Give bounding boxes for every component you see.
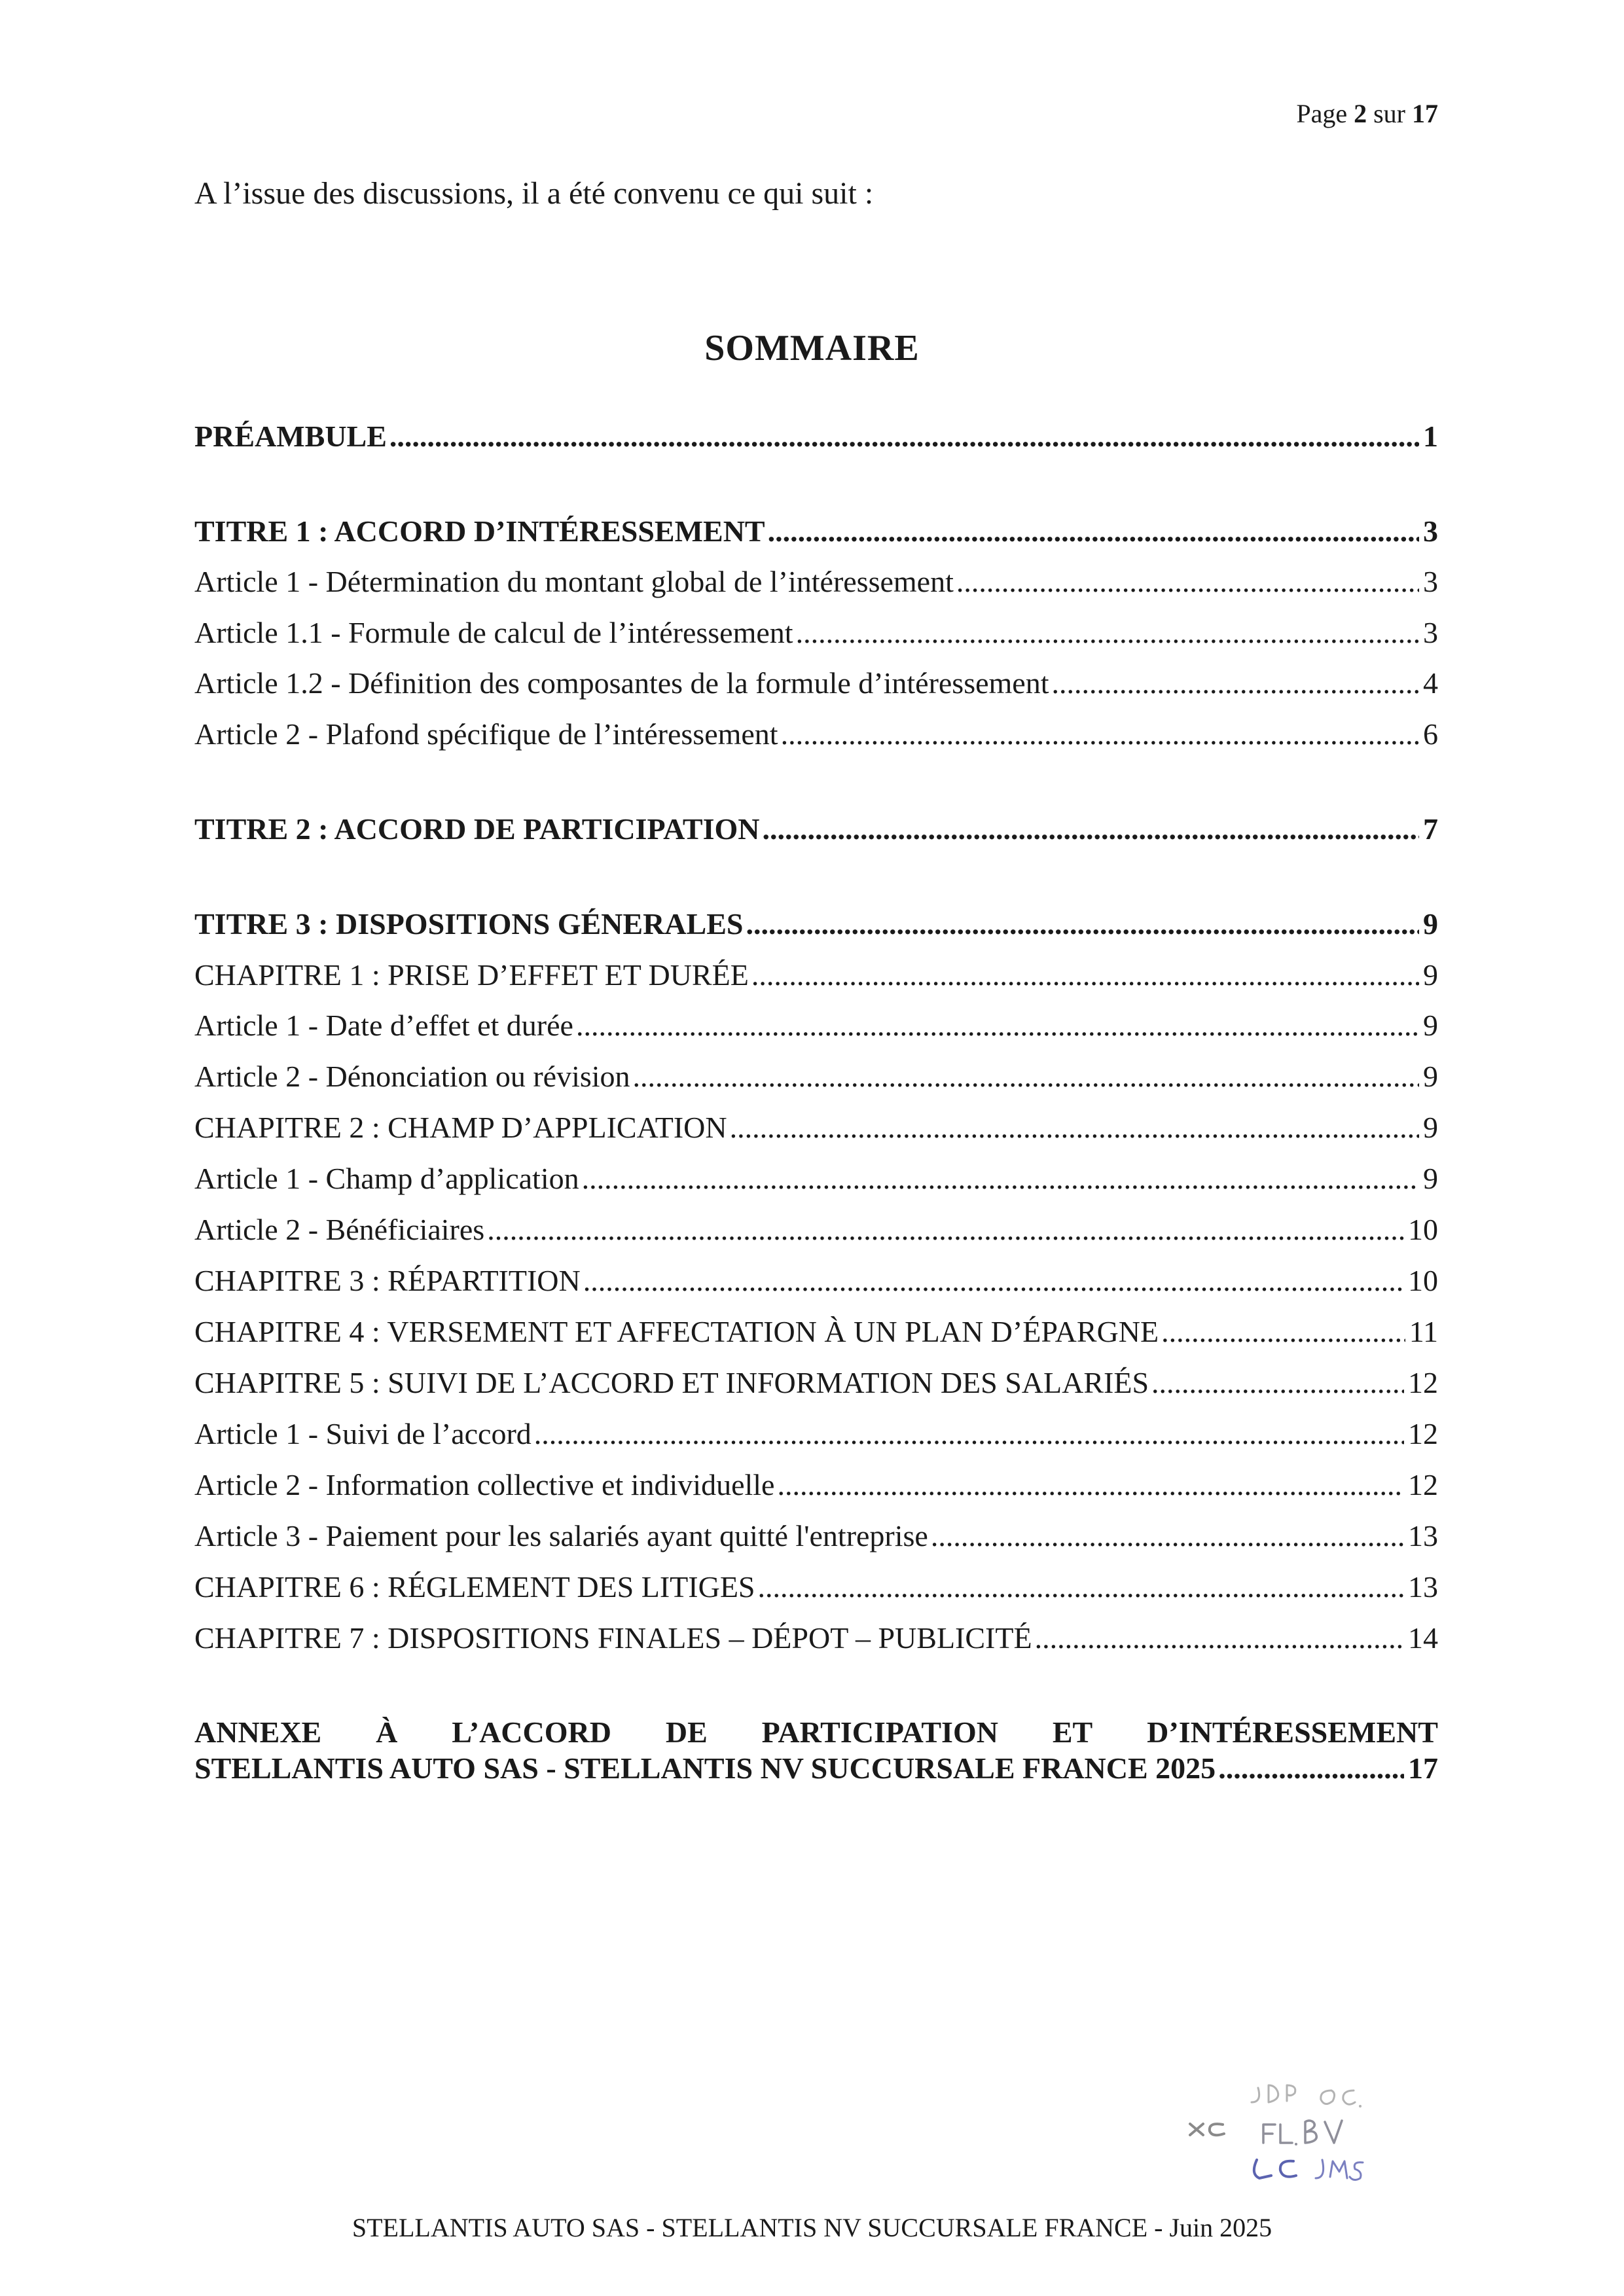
dot-leader bbox=[768, 514, 1419, 548]
toc-entry[interactable] bbox=[194, 958, 1438, 1003]
toc-entry[interactable] bbox=[194, 615, 1438, 661]
dot-leader bbox=[1161, 1314, 1405, 1349]
annex-title-text: STELLANTIS AUTO SAS - STELLANTIS NV SUCCURSALE FRANCE 2025 bbox=[194, 1751, 1216, 1785]
toc-entry-page: 9 bbox=[1423, 1060, 1438, 1093]
toc-entry-label: Article 3 - Paiement pour les salariés ayant quitté l'entreprise bbox=[194, 1519, 928, 1552]
toc-entry[interactable] bbox=[194, 717, 1438, 762]
toc-annex-entry[interactable] bbox=[194, 1715, 1438, 1785]
toc-entry-page: 4 bbox=[1423, 666, 1438, 700]
dot-leader bbox=[576, 1008, 1419, 1043]
annex-title-word: D’INTÉRESSEMENT bbox=[1147, 1715, 1438, 1749]
toc-entry[interactable] bbox=[194, 1518, 1438, 1564]
toc-entry-page: 12 bbox=[1408, 1468, 1438, 1501]
dot-leader bbox=[763, 812, 1419, 846]
dot-leader bbox=[746, 906, 1419, 941]
dot-leader bbox=[781, 717, 1419, 751]
intro-text: A l’issue des discussions, il a été convenu ce qui suit : bbox=[194, 176, 874, 211]
toc-entry-page: 10 bbox=[1408, 1264, 1438, 1297]
dot-leader bbox=[1151, 1365, 1404, 1400]
toc-entry[interactable] bbox=[194, 812, 1438, 857]
toc-entry[interactable] bbox=[194, 1621, 1438, 1666]
annex-title-word: PARTICIPATION bbox=[761, 1715, 998, 1749]
dot-leader bbox=[633, 1059, 1419, 1094]
dot-leader bbox=[730, 1110, 1419, 1145]
dot-leader bbox=[1035, 1621, 1404, 1655]
toc-entry[interactable] bbox=[194, 1161, 1438, 1207]
toc-entry-label: Article 2 - Dénonciation ou révision bbox=[194, 1060, 630, 1093]
toc-entry[interactable] bbox=[194, 1212, 1438, 1258]
toc-entry[interactable] bbox=[194, 1110, 1438, 1156]
annex-title-line2 bbox=[194, 1751, 1438, 1785]
toc-entry[interactable] bbox=[194, 514, 1438, 560]
dot-leader bbox=[1218, 1751, 1404, 1785]
toc-entry-label: TITRE 3 : DISPOSITIONS GÉNERALES bbox=[194, 907, 744, 941]
toc-entry-page: 14 bbox=[1408, 1621, 1438, 1655]
toc-entry-page: 6 bbox=[1423, 717, 1438, 751]
toc-entry-label: Article 1 - Détermination du montant global de l’intéressement bbox=[194, 565, 954, 598]
page-footer: STELLANTIS AUTO SAS - STELLANTIS NV SUCCURSALE FRANCE - Juin 2025 bbox=[352, 2213, 1272, 2242]
toc-entry[interactable] bbox=[194, 1570, 1438, 1615]
toc-entry[interactable] bbox=[194, 419, 1438, 465]
toc-entry-label: TITRE 1 : ACCORD D’INTÉRESSEMENT bbox=[194, 514, 765, 548]
toc-entry-label: Article 1 - Date d’effet et durée bbox=[194, 1009, 573, 1042]
dot-leader bbox=[534, 1416, 1404, 1451]
toc-entry-page: 9 bbox=[1423, 958, 1438, 992]
toc-entry[interactable] bbox=[194, 1314, 1438, 1360]
dot-leader bbox=[487, 1212, 1404, 1247]
page-prefix: Page bbox=[1296, 99, 1348, 128]
toc-entry-page: 3 bbox=[1423, 565, 1438, 598]
toc-entry-page: 13 bbox=[1408, 1570, 1438, 1604]
page-separator: sur bbox=[1373, 99, 1405, 128]
toc-entry-label: CHAPITRE 4 : VERSEMENT ET AFFECTATION À UN PLAN D’ÉPARGNE bbox=[194, 1315, 1159, 1348]
toc-entry-page: 9 bbox=[1423, 1111, 1438, 1144]
toc-entry[interactable] bbox=[194, 1365, 1438, 1411]
dot-leader bbox=[583, 1263, 1404, 1298]
toc-entry[interactable] bbox=[194, 906, 1438, 952]
toc-entry[interactable] bbox=[194, 1059, 1438, 1105]
toc-entry-page: 17 bbox=[1408, 1751, 1438, 1785]
dot-leader bbox=[758, 1570, 1404, 1604]
toc-entry-label: CHAPITRE 5 : SUIVI DE L’ACCORD ET INFORMATION DES SALARIÉS bbox=[194, 1366, 1149, 1399]
toc-entry[interactable] bbox=[194, 666, 1438, 711]
annex-title-word: ANNEXE bbox=[194, 1715, 322, 1749]
annex-title-line1 bbox=[194, 1715, 1438, 1749]
toc-entry-page: 7 bbox=[1423, 812, 1438, 846]
annex-title-word: À bbox=[376, 1715, 398, 1749]
annex-title-word: ET bbox=[1052, 1715, 1093, 1749]
dot-leader bbox=[777, 1467, 1404, 1502]
toc-entry-page: 12 bbox=[1408, 1366, 1438, 1399]
toc-entry-label: Article 2 - Plafond spécifique de l’intéressement bbox=[194, 717, 778, 751]
toc-entry-page: 1 bbox=[1423, 420, 1438, 453]
handwritten-initials bbox=[1185, 2062, 1401, 2199]
toc-entry-page: 10 bbox=[1408, 1213, 1438, 1246]
toc-entry-label: CHAPITRE 1 : PRISE D’EFFET ET DURÉE bbox=[194, 958, 749, 992]
toc-entry-label: PRÉAMBULE bbox=[194, 420, 387, 453]
toc-entry[interactable] bbox=[194, 1263, 1438, 1309]
toc-entry[interactable] bbox=[194, 564, 1438, 610]
toc-entry-page: 12 bbox=[1408, 1417, 1438, 1450]
toc-entry-label: CHAPITRE 6 : RÉGLEMENT DES LITIGES bbox=[194, 1570, 755, 1604]
toc-entry-page: 13 bbox=[1408, 1519, 1438, 1552]
toc-entry-label: Article 2 - Information collective et individuelle bbox=[194, 1468, 775, 1501]
toc-entry-label: CHAPITRE 2 : CHAMP D’APPLICATION bbox=[194, 1111, 727, 1144]
dot-leader bbox=[931, 1518, 1404, 1553]
dot-leader bbox=[1052, 666, 1420, 700]
toc-entry[interactable] bbox=[194, 1467, 1438, 1513]
dot-leader bbox=[751, 958, 1419, 992]
dot-leader bbox=[389, 419, 1419, 454]
toc-title: SOMMAIRE bbox=[704, 328, 920, 368]
toc-entry-label: Article 1 - Champ d’application bbox=[194, 1162, 579, 1195]
toc-entry-label: CHAPITRE 3 : RÉPARTITION bbox=[194, 1264, 581, 1297]
page-number bbox=[1296, 98, 1438, 129]
annex-title-word: DE bbox=[665, 1715, 708, 1749]
dot-leader bbox=[796, 615, 1419, 650]
page-total: 17 bbox=[1412, 99, 1438, 128]
page-current: 2 bbox=[1354, 99, 1367, 128]
toc-entry-label: Article 1.1 - Formule de calcul de l’intéressement bbox=[194, 616, 793, 649]
toc-entry-label: Article 1.2 - Définition des composantes de la formule d’intéressement bbox=[194, 666, 1049, 700]
toc-entry-page: 9 bbox=[1423, 1162, 1438, 1195]
toc-entry-label: Article 2 - Bénéficiaires bbox=[194, 1213, 485, 1246]
annex-title-word: L’ACCORD bbox=[452, 1715, 611, 1749]
toc-entry[interactable] bbox=[194, 1008, 1438, 1054]
toc-entry-label: Article 1 - Suivi de l’accord bbox=[194, 1417, 532, 1450]
toc-entry-page: 9 bbox=[1423, 1009, 1438, 1042]
toc-entry[interactable] bbox=[194, 1416, 1438, 1462]
toc-entry-page: 3 bbox=[1423, 514, 1438, 548]
toc-entry-page: 11 bbox=[1409, 1315, 1438, 1348]
toc-entry-page: 9 bbox=[1423, 907, 1438, 941]
toc-entry-label: CHAPITRE 7 : DISPOSITIONS FINALES – DÉPOT – PUBLICITÉ bbox=[194, 1621, 1032, 1655]
toc-entry-label: TITRE 2 : ACCORD DE PARTICIPATION bbox=[194, 812, 760, 846]
toc-entry-page: 3 bbox=[1423, 616, 1438, 649]
dot-leader bbox=[956, 564, 1419, 599]
dot-leader bbox=[582, 1161, 1419, 1196]
